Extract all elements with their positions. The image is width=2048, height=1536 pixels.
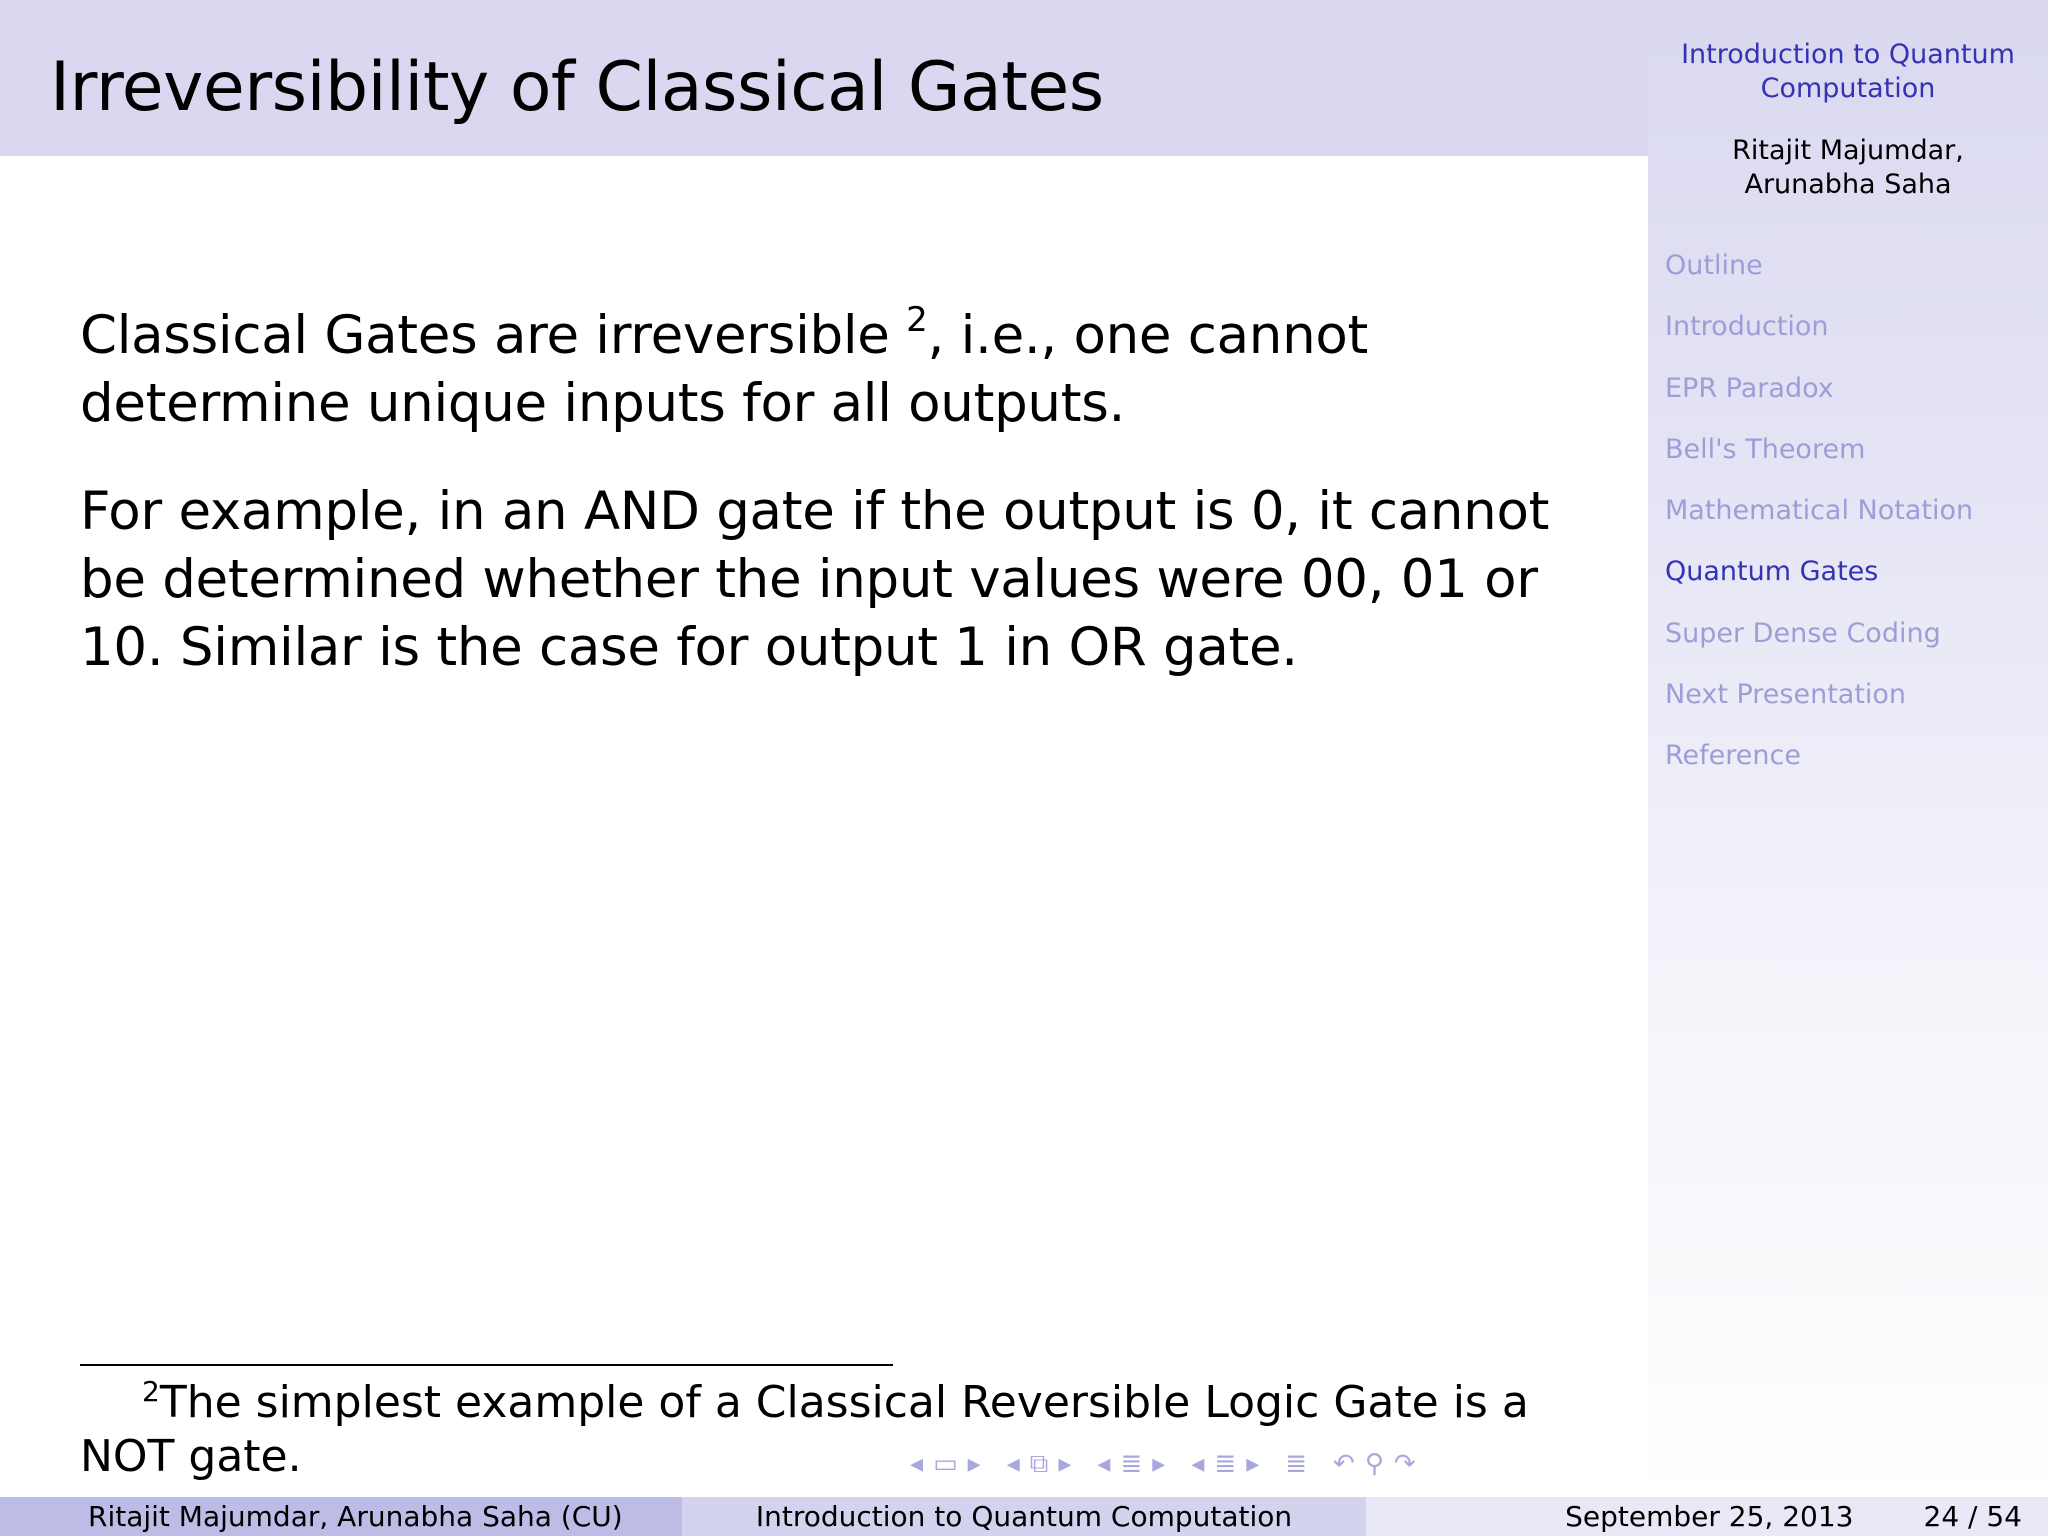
footnote-text: The simplest example of a Classical Reversible Logic Gate is a NOT gate. <box>80 1377 1529 1482</box>
sidebar-item-reference[interactable]: Reference <box>1665 740 1801 772</box>
sidebar-item-quantum-gates[interactable]: Quantum Gates <box>1665 556 1879 588</box>
frame-stack-icon[interactable]: ⧉ <box>1029 1448 1049 1479</box>
footer <box>0 1497 2048 1536</box>
sidebar-item-mathematical-notation[interactable]: Mathematical Notation <box>1665 495 1974 527</box>
paragraph-example: For example, in an AND gate if the output is 0, it cannot be determined whether the input values were 00, 01 or 10. Similar is the case for output 1 in OR gate. <box>80 481 1550 678</box>
footnote-divider <box>80 1364 893 1366</box>
toc-icon[interactable]: ≣ <box>1285 1449 1308 1479</box>
paragraph-irreversible-start: Classical Gates are irreversible <box>80 305 907 366</box>
next-subsection-arrow-icon[interactable]: ▸ <box>1152 1449 1166 1479</box>
sidebar-item-super-dense-coding[interactable]: Super Dense Coding <box>1665 617 1941 649</box>
footer-authors: Ritajit Majumdar, Arunabha Saha (CU) <box>0 1497 682 1536</box>
footer-date: September 25, 2013 <box>1565 1500 1854 1533</box>
slide-title: Irreversibility of Classical Gates <box>50 48 1104 127</box>
beamer-navigation-controls <box>910 1442 1426 1486</box>
footer-info <box>1366 1497 2048 1536</box>
sidebar-item-bells-theorem[interactable]: Bell's Theorem <box>1665 433 1866 465</box>
prev-subsection-arrow-icon[interactable]: ◂ <box>1097 1449 1111 1479</box>
sidebar-item-next-presentation[interactable]: Next Presentation <box>1665 679 1907 711</box>
back-icon[interactable]: ↶ <box>1333 1449 1355 1479</box>
prev-frame-arrow-icon[interactable]: ◂ <box>1006 1449 1020 1479</box>
forward-icon[interactable]: ↷ <box>1393 1449 1416 1479</box>
next-frame-arrow-icon[interactable]: ▸ <box>1058 1449 1072 1479</box>
footnote-number: 2 <box>142 1375 160 1408</box>
sidebar-item-introduction[interactable]: Introduction <box>1665 311 1829 343</box>
subsection-icon[interactable]: ≣ <box>1120 1449 1143 1479</box>
prev-section-arrow-icon[interactable]: ◂ <box>1191 1449 1205 1479</box>
sidebar-nav <box>1665 250 1973 802</box>
footer-page-number: 24 / 54 <box>1923 1500 2022 1533</box>
paragraph-irreversible <box>80 302 1580 438</box>
sidebar-item-outline[interactable]: Outline <box>1665 250 1763 281</box>
search-icon[interactable]: ⚲ <box>1364 1449 1384 1479</box>
slide-frame-icon[interactable]: ▭ <box>933 1449 958 1479</box>
next-section-arrow-icon[interactable]: ▸ <box>1246 1449 1260 1479</box>
next-slide-arrow-icon[interactable]: ▸ <box>967 1449 981 1479</box>
prev-slide-arrow-icon[interactable]: ◂ <box>910 1449 924 1479</box>
sidebar-presentation-title[interactable]: Introduction to Quantum Computation <box>1681 39 2015 104</box>
footnote-marker: 2 <box>906 300 928 340</box>
sidebar-item-epr-paradox[interactable]: EPR Paradox <box>1665 372 1834 404</box>
paragraph-irreversible-end: , i.e., one cannot determine unique inputs for all outputs. <box>80 305 1368 434</box>
slide-body <box>80 302 1580 722</box>
section-icon[interactable]: ≣ <box>1214 1449 1237 1479</box>
sidebar-authors: Ritajit Majumdar, Arunabha Saha <box>1732 135 1964 200</box>
footer-title: Introduction to Quantum Computation <box>682 1497 1366 1536</box>
